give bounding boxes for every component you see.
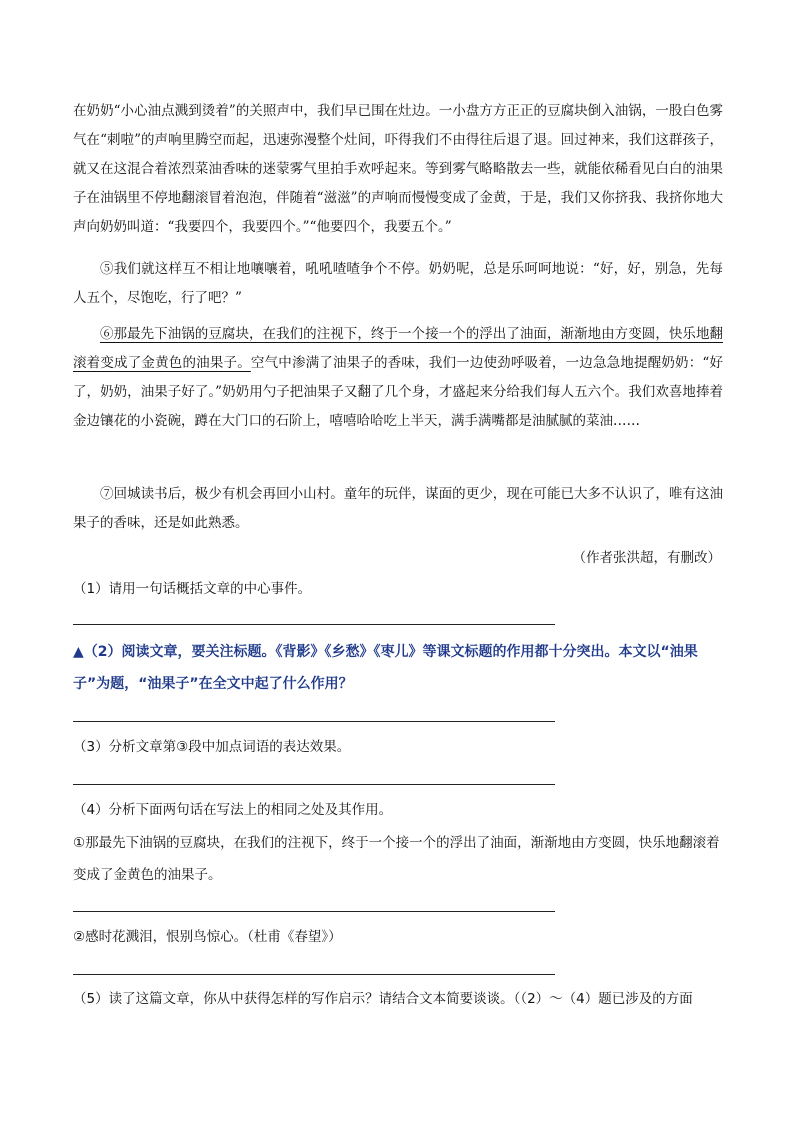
question-4-sentence-1: ①那最先下油锅的豆腐块，在我们的注视下，终于一个接一个的浮出了油面，渐渐地由方变圆，快乐地翻滚着变成了金黄色的油果子。 [73,835,720,883]
answer-line-1[interactable] [73,624,555,625]
question-1: （1）请用一句话概括文章的中心事件。 [73,581,312,597]
author-credit: （作者张洪超，有删改） [572,550,721,566]
article-paragraph-p7: ⑦回城读书后，极少有机会再回小山村。童年的玩伴，谋面的更少，现在可能已大多不认识了，唯有这油果子的香味，还是如此熟悉。 [73,486,723,531]
underlined-sentence: ⑥那最先下油锅的豆腐块，在我们的注视下，终于一个接一个的浮出了油面，渐渐地由方变圆，快乐地翻滚着变成了金黄色的油果子。 [73,326,723,371]
article-paragraph-p1: 在奶奶“小心油点溅到烫着”的关照声中，我们早已围在灶边。一小盘方方正正的豆腐块倒入油锅，一股白色雾气在“刺啦”的声响里腾空而起，迅速弥漫整个灶间，吓得我们不由得往后退了退。回过神来，我们这群孩子，就又在这混合着浓烈菜油香味的迷蒙雾气里拍手欢呼起来。等到雾气略略散去一些，就能依稀看见白白的油果子在油锅里不停地翻滚冒着泡泡，伴随着“滋滋”的声响而慢慢变成了金黄，于是，我们又你挤我、我挤你地大声向奶奶叫道：“我要四个，我要四个。”“他要四个，我要五个。” [73,103,723,235]
answer-line-4b[interactable] [73,974,555,975]
article-paragraph-p6 [73,320,723,436]
question-4-sentence-2: ②感时花溅泪，恨别鸟惊心。（杜甫《春望》） [73,929,342,945]
question-3: （3）分析文章第③段中加点词语的表达效果。 [73,739,351,755]
answer-line-3[interactable] [73,784,555,785]
article-paragraph-p5: ⑤我们就这样互不相让地嚷嚷着，吼吼喳喳争个不停。奶奶呢，总是乐呵呵地说：“好，好，别急，先每人五个，尽饱吃，行了吧？” [73,261,723,306]
paragraph-text: 空气中渗满了油果子的香味，我们一边使劲呼吸着，一边急急地提醒奶奶：“好了，奶奶，油果子好了。”奶奶用勺子把油果子又翻了几个身，才盛起来分给我们每人五六个。我们欢喜地捧着金边镶花的小瓷碗，蹲在大门口的石阶上，嘻嘻哈哈吃上半天，满手满嘴都是油腻腻的菜油…… [73,355,724,429]
answer-line-4a[interactable] [73,911,555,912]
question-4: （4）分析下面两句话在写法上的相同之处及其作用。 [73,802,393,818]
answer-line-2[interactable] [73,721,555,722]
question-5: （5）读了这篇文章，你从中获得怎样的写作启示？请结合文本简要谈谈。（（2）～（4）题已涉及的方面 [73,991,693,1007]
question-2: ▲（2）阅读文章，要关注标题。《背影》《乡愁》《枣儿》等课文标题的作用都十分突出。本文以“油果子”为题，“油果子”在全文中起了什么作用？ [73,644,698,692]
